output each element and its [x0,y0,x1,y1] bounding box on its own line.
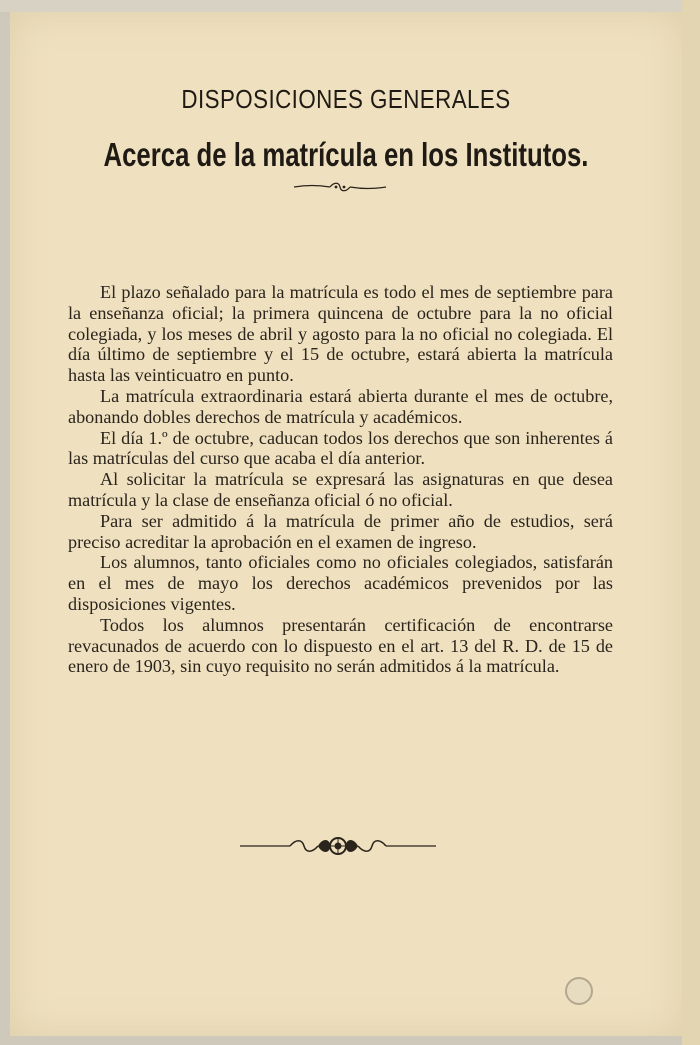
document-body [68,282,613,677]
section-subheading: Acerca de la matrícula en los Institutos. [103,136,589,173]
paragraph: Al solicitar la matrícula se expresará las asignaturas en que desea matrícula y la clase de enseñanza oficial ó no oficial. [68,469,613,510]
paragraph: Los alumnos, tanto oficiales como no oficiales colegiados, satisfarán en el mes de mayo los derechos académicos prevenidos por las disposiciones vigentes. [68,552,613,614]
paragraph: La matrícula extraordinaria estará abierta durante el mes de octubre, abonando dobles derechos de matrícula y académicos. [68,385,613,427]
document-page [10,12,682,1036]
large-flourish-ornament [238,834,438,858]
paragraph: El día 1.º de octubre, caducan todos los derechos que son inherentes á las matrículas del curso que acaba el día anterior. [68,427,613,469]
paragraph: El plazo señalado para la matrícula es todo el mes de septiembre para la enseñanza oficial; la primera quincena de octubre para la no oficial colegiada, y los meses de abril y agosto para la no oficial no colegiada. El día último de septiembre y el 15 de octubre, estará abierta la matrícula hasta las veinticuatro en punto. [68,282,613,386]
small-flourish-ornament [292,181,388,193]
scan-border-top [0,0,700,12]
section-heading: DISPOSICIONES GENERALES [181,84,511,114]
paper-hole-mark [565,977,593,1005]
paragraph: Para ser admitido á la matrícula de primer año de estudios, será preciso acreditar la aprobación en el examen de ingreso. [68,510,613,552]
scan-border-right [682,0,700,1045]
paragraph: Todos los alumnos presentarán certificación de encontrarse revacunados de acuerdo con lo dispuesto en el art. 13 del R. D. de 15 de enero de 1903, sin cuyo requisito no serán admitidos á la matrícula. [68,614,613,677]
